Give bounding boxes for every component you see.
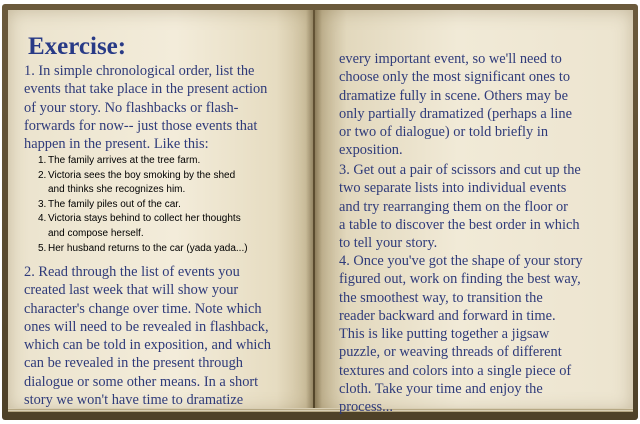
text-line: forwards for now-- just those events that [24,117,258,134]
exercise-heading: Exercise: [28,33,127,60]
step-4-paragraph [339,252,623,417]
list-number: 4. [38,213,47,225]
text-line: dialogue or some other means. In a short [24,373,259,390]
list-number: 2. [38,169,47,181]
list-item-text: The family piles out of the car. [48,198,181,210]
list-item-text: Her husband returns to the car (yada yada...) [48,242,248,254]
text-line: of your story. No flashbacks or flash- [24,99,239,116]
example-event-list [24,154,304,256]
list-item [24,242,304,257]
text-line: every important event, so we'll need to [339,51,562,67]
book-gutter [306,10,322,412]
text-line: only partially dramatized (perhaps a line [339,105,572,122]
text-line: created last week that will show your [24,282,239,299]
text-line: cloth. Take your time and enjoy the [339,381,543,398]
text-line: character's change over time. Note which [24,300,262,317]
text-line: 1. In simple chronological order, list the [24,63,255,79]
text-line: 2. Read through the list of events you [24,264,240,280]
list-item-text: and compose herself. [48,227,144,239]
text-line: and try rearranging them on the floor or [339,198,568,215]
text-line: to tell your story. [339,235,438,252]
text-line: process... [339,399,393,416]
text-line: can be revealed in the present through [24,355,243,372]
step-2-paragraph [24,263,302,409]
text-line: 3. Get out a pair of scissors and cut up the [339,162,581,178]
text-line: dramatize fully in scene. Others may be [339,87,568,104]
text-line: This is like putting together a jigsaw [339,326,550,343]
text-line: a table to discover the best order in which [339,216,580,233]
list-item-text: Victoria sees the boy smoking by the shed [48,169,236,181]
list-number: 1. [38,155,47,166]
text-line: reader backward and forward in time. [339,307,556,324]
text-line: or two of dialogue) or told briefly in [339,124,549,141]
step-2-continued-paragraph [339,50,623,160]
list-item [24,212,304,241]
text-line: the smoothest way, to transition the [339,289,543,306]
step-3-paragraph [339,161,623,252]
text-line: events that take place in the present action [24,81,268,98]
text-line: puzzle, or weaving threads of different [339,344,562,361]
text-line: ones will need to be revealed in flashback, [24,318,269,335]
text-line: choose only the most significant ones to [339,69,571,86]
text-line: happen in the present. Like this: [24,136,209,153]
list-item-text: and thinks she recognizes him. [48,184,186,196]
step-1-paragraph [24,62,302,153]
text-line: 4. Once you've got the shape of your story [339,253,583,269]
text-line: textures and colors into a single piece of [339,362,572,379]
list-item-text: The family arrives at the tree farm. [48,155,201,166]
list-item [24,154,304,169]
text-line: figured out, work on finding the best way, [339,271,581,288]
text-line: exposition. [339,142,403,159]
text-line: story we won't have time to dramatize [24,392,244,409]
list-item [24,169,304,198]
text-line: two separate lists into individual events [339,180,567,197]
list-item-text: Victoria stays behind to collect her thoughts [48,213,241,225]
list-number: 3. [38,198,47,210]
list-number: 5. [38,242,47,254]
text-line: which can be told in exposition, and which [24,337,271,354]
list-item [24,198,304,213]
